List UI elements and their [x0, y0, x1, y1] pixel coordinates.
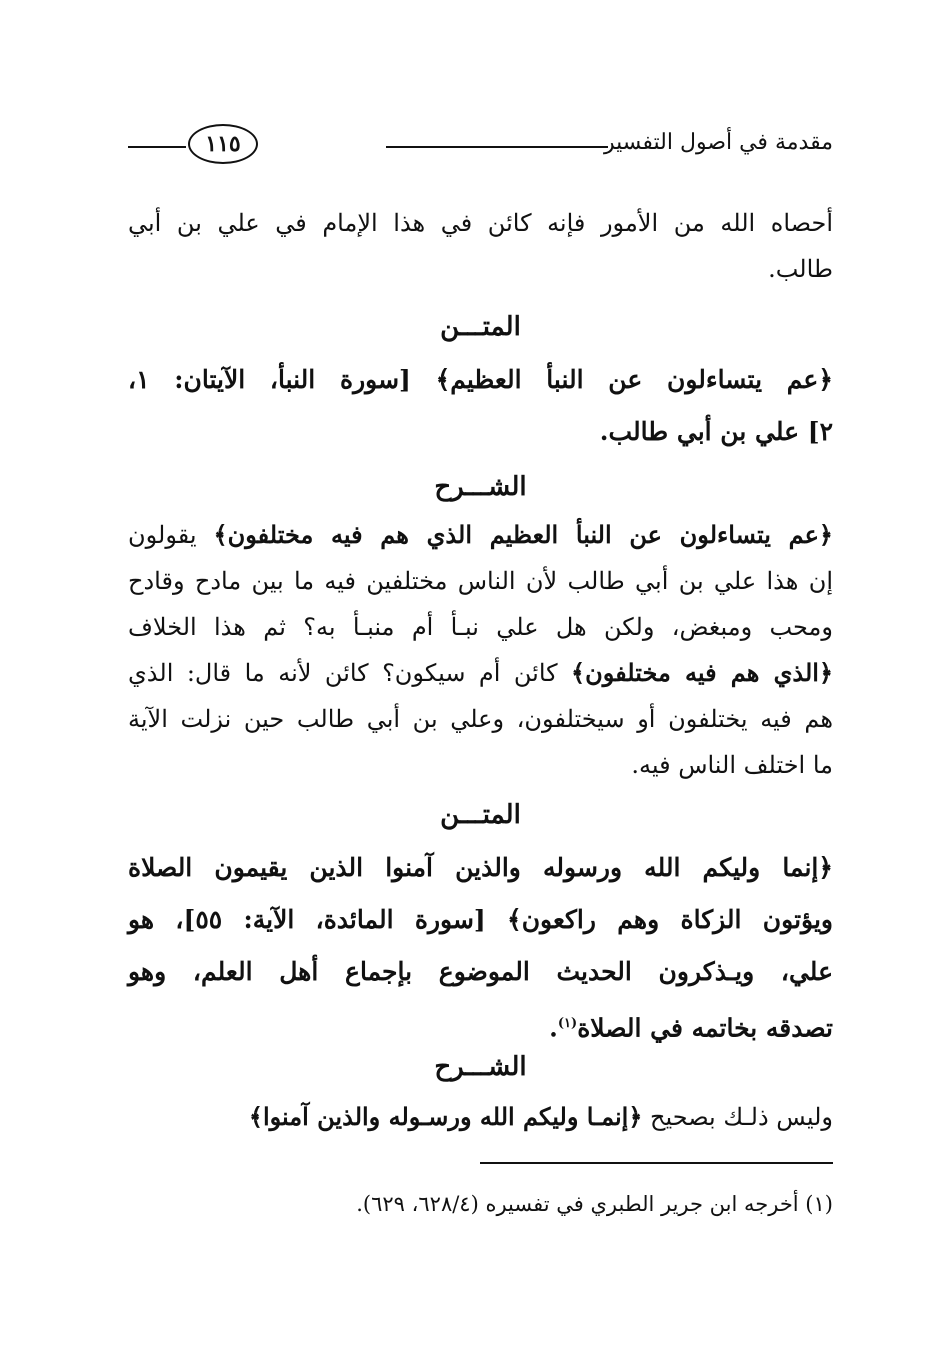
text-span: يقولون — [128, 521, 214, 549]
intro-paragraph — [128, 200, 833, 292]
text-line — [128, 1094, 833, 1140]
text-line: ٢] علي بن أبي طالب. — [599, 417, 833, 446]
sharh-paragraph — [128, 1094, 833, 1140]
text-line: أحصاه الله من الأمور فإنه كائن في هذا الإمام في علي بن أبي — [128, 209, 833, 237]
quran-quote: ﴿إنمـا وليكم الله ورسـوله والذين آمنوا﴾ — [248, 1102, 643, 1131]
text-line — [128, 650, 833, 696]
sharh-paragraph — [128, 512, 833, 788]
matn-paragraph — [128, 842, 833, 1050]
text-line: طالب. — [768, 255, 833, 283]
running-header — [128, 124, 833, 168]
quran-quote: ﴿عم يتساءلون عن النبأ العظيم الذي هم فيه مختلفون﴾ — [213, 520, 833, 549]
text-line — [128, 512, 833, 558]
text-span: تصدقه بخاتمه في الصلاة — [577, 1013, 833, 1043]
matn-paragraph — [128, 354, 833, 458]
text-line: علي، ويـذكرون الحديث الموضوع بإجماع أهل العلم، وهو — [128, 957, 833, 986]
text-span: كائن أم سيكون؟ كائن لأنه ما قال: الذي — [128, 659, 572, 687]
footnote-ref: (١) — [557, 1016, 578, 1031]
quran-quote: ﴿الذي هم فيه مختلفون﴾ — [571, 658, 834, 687]
footnote: (١) أخرجه ابن جرير الطبري في تفسيره (٦٢٨/٤، ٦٢٩). — [356, 1192, 833, 1216]
section-heading-matn: المتـــن — [440, 312, 521, 342]
section-heading-sharh: الشـــرح — [434, 1052, 527, 1082]
header-rule — [386, 146, 608, 148]
text-line: هم فيه يختلفون أو سيختلفون، وعلي بن أبي طالب حين نزلت الآية — [128, 705, 833, 733]
text-line — [128, 998, 833, 1050]
page-number-badge: ١١٥ — [188, 124, 258, 164]
footnote-separator — [480, 1162, 833, 1164]
book-title: مقدمة في أصول التفسير — [603, 130, 833, 155]
text-span: وليس ذلـك بصحيح — [642, 1103, 833, 1131]
text-span: . — [549, 1013, 558, 1043]
header-rule — [128, 146, 186, 148]
text-line: ويؤتون الزكاة وهم راكعون﴾ [سورة المائدة، الآية: ٥٥]، هو — [128, 905, 833, 934]
text-line: ﴿إنما وليكم الله ورسوله والذين آمنوا الذين يقيمون الصلاة — [128, 853, 833, 882]
text-line: إن هذا علي بن أبي طالب لأن الناس مختلفين فيه ما بين مادح وقادح — [128, 567, 833, 595]
text-line: ما اختلف الناس فيه. — [631, 751, 833, 779]
text-line: ومحب ومبغض، ولكن هل علي نبـأ أم منبـأ به؟ ثم هذا الخلاف — [128, 613, 833, 641]
section-heading-matn: المتـــن — [440, 800, 521, 830]
section-heading-sharh: الشـــرح — [434, 472, 527, 502]
text-line: ﴿عم يتساءلون عن النبأ العظيم﴾ [سورة النبأ، الآيتان: ١، — [128, 365, 833, 394]
